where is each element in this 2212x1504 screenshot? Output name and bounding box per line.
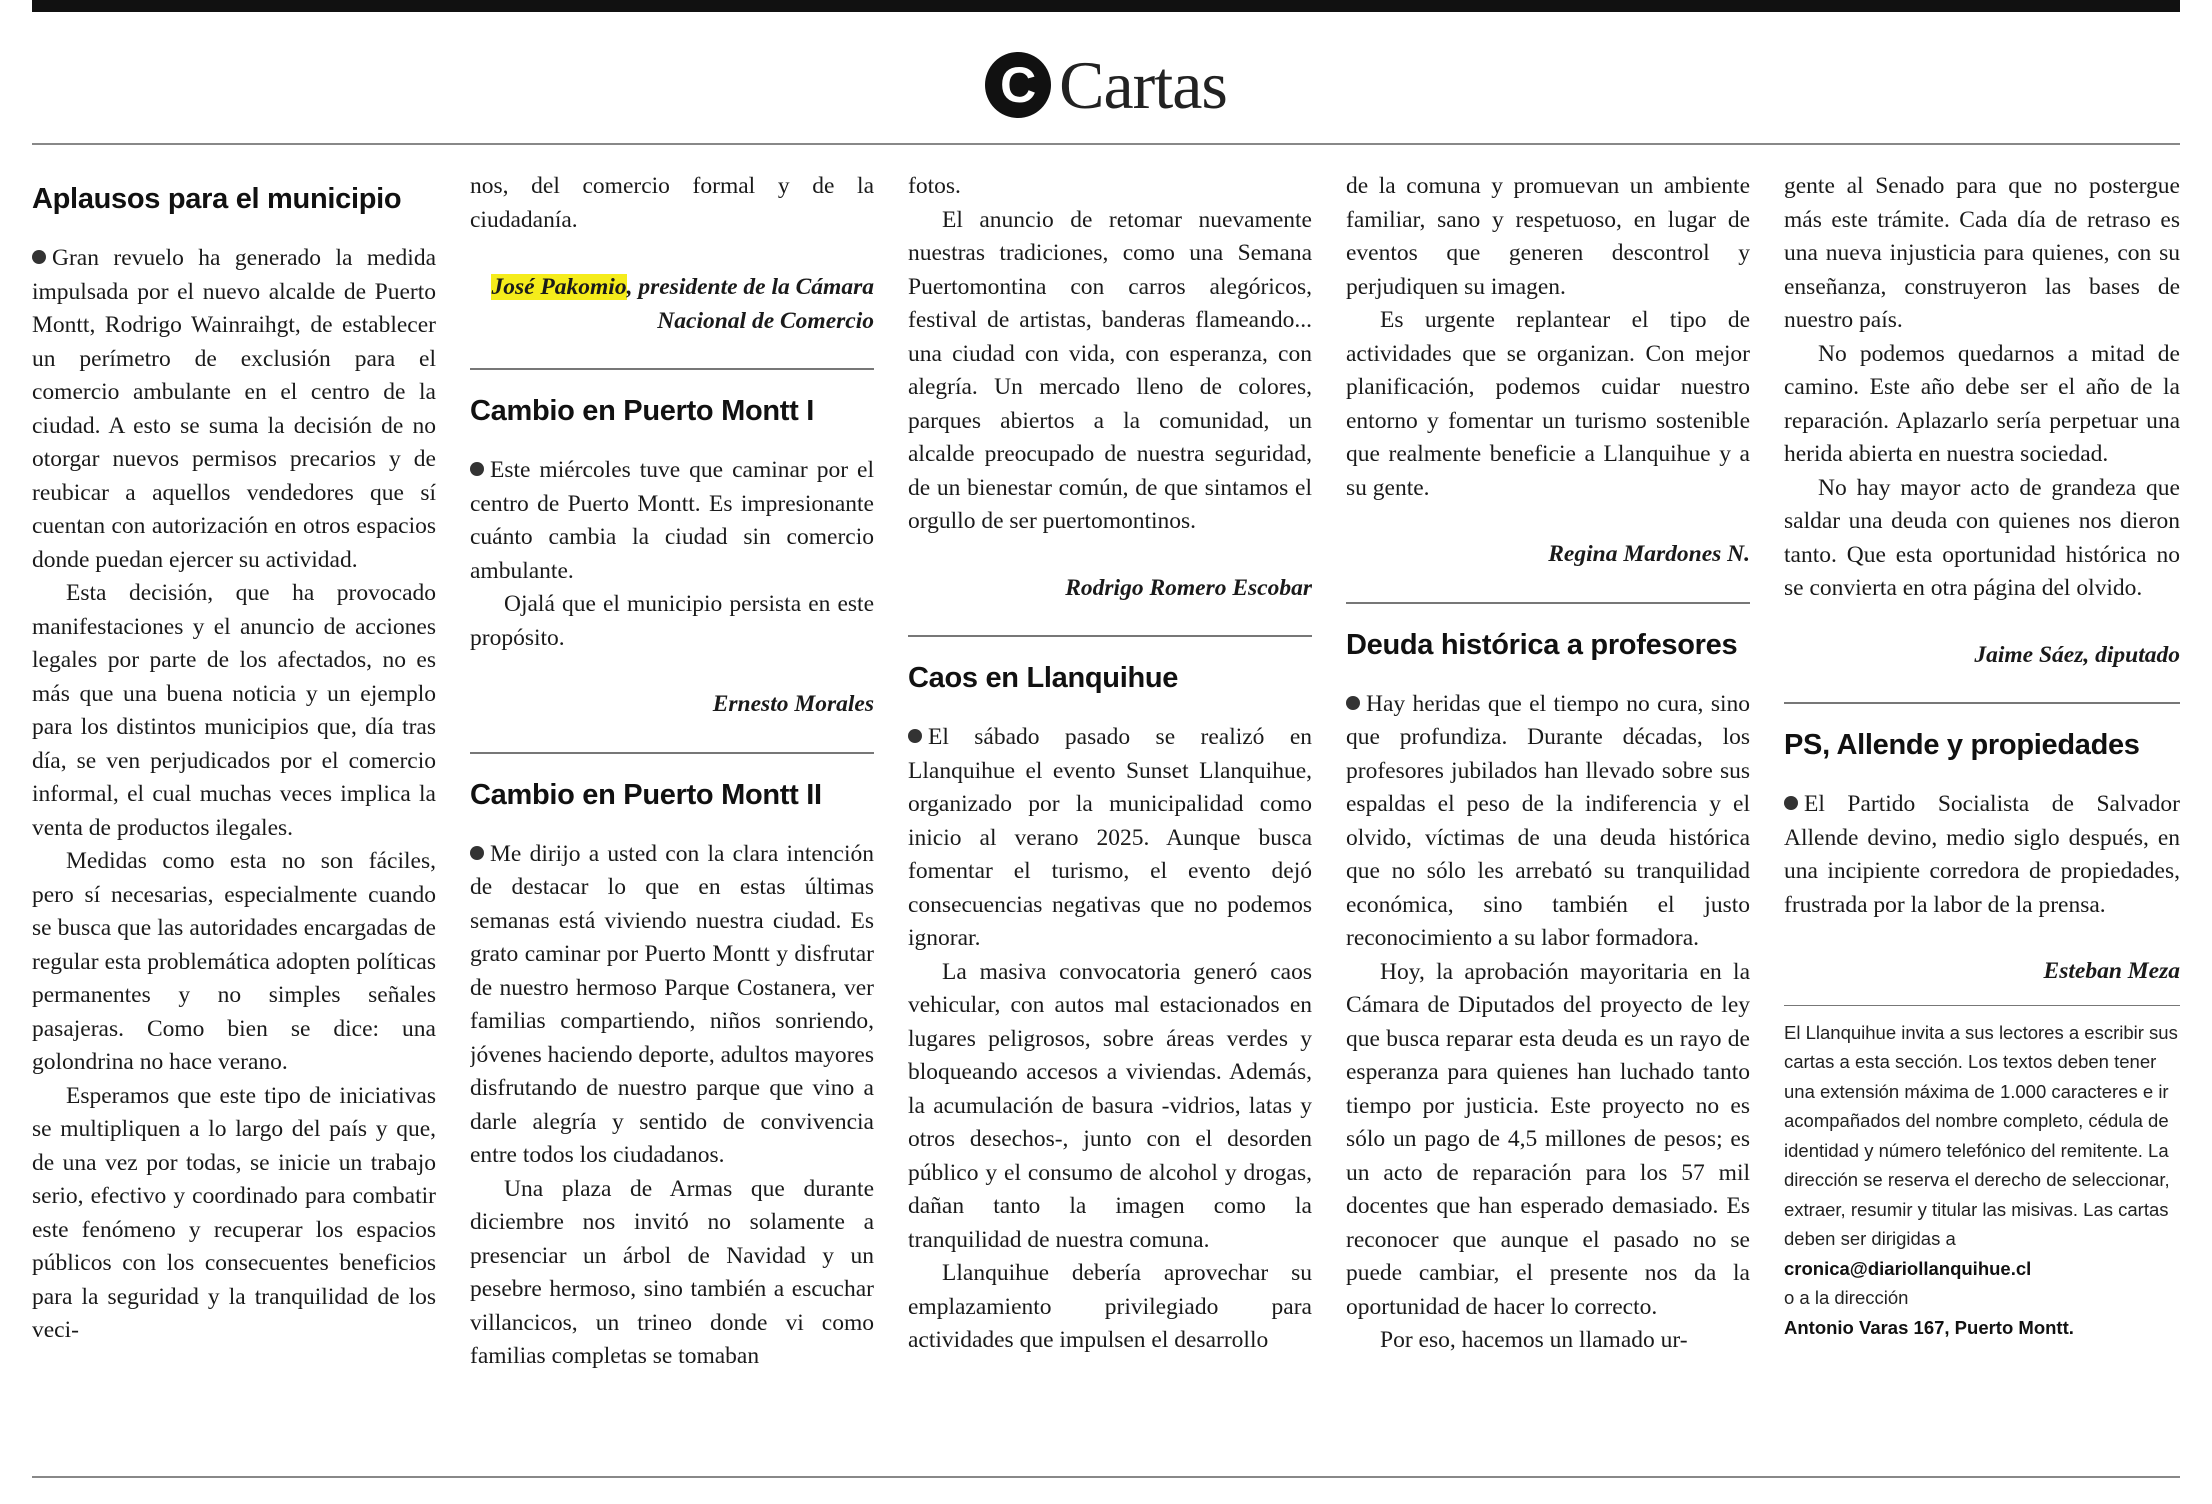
column-5 [1784, 170, 2180, 1470]
letter-paragraph: Es urgente replantear el tipo de actividades que se organizan. Con mejor planificación, podemos cuidar nuestro entorno y fomentar un turismo sostenible que realmente beneficie a Llanquihue y a su gente. [1346, 307, 1750, 501]
bullet-icon [470, 846, 484, 860]
letter-paragraph: Me dirijo a usted con la clara intención de destacar lo que en estas últimas semanas está viviendo nuestra ciudad. Es grato caminar por Puerto Montt y disfrutar de nuestro hermoso Parque Costanera, ver familias compartiendo, niños sonriendo, jóvenes haciendo deporte, adultos mayores disfrutando de nuestro parque que vino a darle alegría y sentido de convivencia entre todos los ciudadanos. [470, 840, 874, 1168]
header-divider [32, 143, 2180, 145]
letter-headline: Caos en Llanquihue [908, 662, 1179, 694]
letter-paragraph: fotos. [908, 173, 961, 199]
bullet-icon [1784, 796, 1798, 810]
letter-paragraph: El Partido Socialista de Salvador Allende devino, medio siglo después, en una incipiente corredora de propiedades, frustrada por la labor de la prensa. [1784, 791, 2180, 918]
bullet-icon [908, 729, 922, 743]
letter-divider [470, 752, 874, 754]
section-logo: C [985, 52, 1051, 118]
letter-paragraph: gente al Senado para que no postergue más este trámite. Cada día de retraso es una nueva injusticia para quienes, con su enseñanza, construyeron las bases de nuestro país. [1784, 173, 2180, 333]
letter-paragraph: Medidas como esta no son fáciles, pero sí necesarias, especialmente cuando se busca que las autoridades encargadas de regular esta problemática adopten políticas permanentes y no simples señales pasajeras. Como bien se dice: una golondrina no hace verano. [32, 848, 436, 1075]
submission-note-text: El Llanquihue invita a sus lectores a escribir sus cartas a esta sección. Los textos deben tener una extensión máxima de 1.000 caracteres e ir acompañados del nombre completo, cédula de identidad y número telefónico del remitente. La dirección se reserva el derecho de seleccionar, extraer, resumir y titular las misivas. Las cartas deben ser dirigidas a [1784, 1021, 2178, 1249]
letter-paragraph: Ojalá que el municipio persista en este propósito. [470, 591, 874, 651]
column-2 [470, 170, 874, 1470]
section-title: Cartas [1059, 46, 1227, 123]
letter-paragraph: Esperamos que este tipo de iniciativas se multipliquen a lo largo del país y que, de una vez por todas, se inicie un trabajo serio, efectivo y coordinado para combatir este fenómeno y recuperar los espacios públicos con los consecuentes beneficios para la seguridad y la tranquilidad de los veci- [32, 1082, 436, 1343]
letter-headline: Cambio en Puerto Montt II [470, 778, 822, 811]
letter-headline: Cambio en Puerto Montt I [470, 395, 815, 427]
section-masthead [0, 40, 2212, 130]
submission-or: o a la dirección [1784, 1287, 1909, 1308]
submission-note [1784, 1005, 2180, 1343]
submission-email[interactable]: cronica@diariollanquihue.cl [1784, 1257, 2032, 1279]
letter-paragraph: No podemos quedarnos a mitad de camino. Este año debe ser el año de la reparación. Aplazarlo sería perpetuar una herida abierta en nuestra sociedad. [1784, 340, 2180, 467]
letter-signature: Ernesto Morales [712, 691, 874, 717]
letter-signature: Regina Mardones N. [1548, 541, 1750, 567]
letter-paragraph: Llanquihue debería aprovechar su emplazamiento privilegiado para actividades que impulsen el desarrollo [908, 1260, 1312, 1353]
top-rule [32, 0, 2180, 12]
letter-paragraph: Hay heridas que el tiempo no cura, sino que profundiza. Durante décadas, los profesores jubilados han llevado sobre sus espaldas el peso de la indiferencia y el olvido, víctimas de una deuda histórica que no sólo les arrebató su tranquilidad económica, sino también el justo reconocimiento a su labor formadora. [1346, 690, 1750, 951]
letter-paragraph: El sábado pasado se realizó en Llanquihue el evento Sunset Llanquihue, organizado por la municipalidad como inicio al verano 2025. Aunque busca fomentar el turismo, el evento dejó consecuencias negativas que no podemos ignorar. [908, 724, 1312, 951]
footer-divider [32, 1476, 2180, 1478]
bullet-icon [470, 462, 484, 476]
letter-paragraph: La masiva convocatoria generó caos vehicular, con autos mal estacionados en lugares peligrosos, sobre áreas verdes y bloqueando accesos a viviendas. Además, la acumulación de basura -vidrios, latas y otros desechos-, junto con el desorden público y el consumo de alcohol y drogas, dañan tanto la imagen como la tranquilidad de nuestra comuna. [908, 958, 1312, 1253]
letter-headline: PS, Allende y propiedades [1784, 729, 2140, 761]
letter-signature: Esteban Meza [2043, 958, 2180, 984]
letter-paragraph: No hay mayor acto de grandeza que saldar una deuda con quienes nos dieron tanto. Que esta oportunidad histórica no se convierta en otra página del olvido. [1784, 474, 2180, 601]
letter-divider [470, 368, 874, 370]
letter-divider [1784, 702, 2180, 704]
column-4 [1346, 170, 1750, 1470]
letter-paragraph: nos, del comercio formal y de la ciudadanía. [470, 173, 874, 233]
letter-paragraph: de la comuna y promuevan un ambiente familiar, sano y respetuoso, en lugar de eventos que generen descontrol y perjudiquen su imagen. [1346, 173, 1750, 300]
letter-paragraph: Gran revuelo ha generado la medida impulsada por el nuevo alcalde de Puerto Montt, Rodrigo Wainraihgt, de establecer un perímetro de exclusión para el comercio ambulante en el centro de la ciudad. A esto se suma la decisión de no otorgar nuevos permisos precarios y de reubicar a aquellos vendedores que sí cuentan con autorización en otros espacios donde puedan ejercer su actividad. [32, 245, 436, 573]
letter-headline: Aplausos para el municipio [32, 183, 402, 215]
letter-paragraph: Esta decisión, que ha provocado manifestaciones y el anuncio de acciones legales por parte de los afectados, no es más que una buena noticia y un ejemplo para los distintos municipios que, día tras día, se ven perjudicados por el comercio informal, el cual muchas veces implica la venta de productos ilegales. [32, 580, 436, 841]
highlighted-name: José Pakomio [491, 274, 627, 300]
letter-headline: Deuda histórica a profesores [1346, 628, 1738, 661]
bullet-icon [1346, 696, 1360, 710]
letter-divider [1346, 602, 1750, 604]
letter-paragraph: Una plaza de Armas que durante diciembre nos invitó no solamente a presenciar un árbol de Navidad y un pesebre hermoso, sino también a escuchar villancicos, un trineo donde vi como familias completas se tomaban [470, 1175, 874, 1369]
letter-paragraph: Hoy, la aprobación mayoritaria en la Cámara de Diputados del proyecto de ley que busca reparar esta deuda es un rayo de esperanza para quienes han luchado tanto tiempo por justicia. Este proyecto no es sólo un pago de 4,5 millones de pesos; es un acto de reparación para los 57 mil docentes que han esperado demasiado. Es reconocer que aunque el pasado no se puede cambiar, el presente nos da la oportunidad de hacer lo correcto. [1346, 958, 1750, 1320]
letter-paragraph: Este miércoles tuve que caminar por el centro de Puerto Montt. Es impresionante cuánto cambia la ciudad sin comercio ambulante. [470, 457, 874, 584]
column-1 [32, 170, 436, 1470]
letter-paragraph: Por eso, hacemos un llamado ur- [1380, 1327, 1688, 1353]
column-3 [908, 170, 1312, 1470]
letter-signature: Jaime Sáez, diputado [1974, 641, 2180, 668]
submission-address: Antonio Varas 167, Puerto Montt. [1784, 1316, 2074, 1338]
letter-signature: José Pakomio, presidente de la Cámara Nacional de Comercio [491, 274, 874, 334]
letter-paragraph: El anuncio de retomar nuevamente nuestras tradiciones, como una Semana Puertomontina con carros alegóricos, festival de artistas, banderas flameando... una ciudad con vida, con esperanza, con alegría. Un mercado lleno de colores, parques abiertos a la comunidad, un alcalde preocupado de nuestra seguridad, de un bienestar común, de que sintamos el orgullo de ser puertomontinos. [908, 206, 1312, 534]
letter-divider [908, 635, 1312, 637]
bullet-icon [32, 250, 46, 264]
letter-signature: Rodrigo Romero Escobar [1065, 574, 1312, 601]
